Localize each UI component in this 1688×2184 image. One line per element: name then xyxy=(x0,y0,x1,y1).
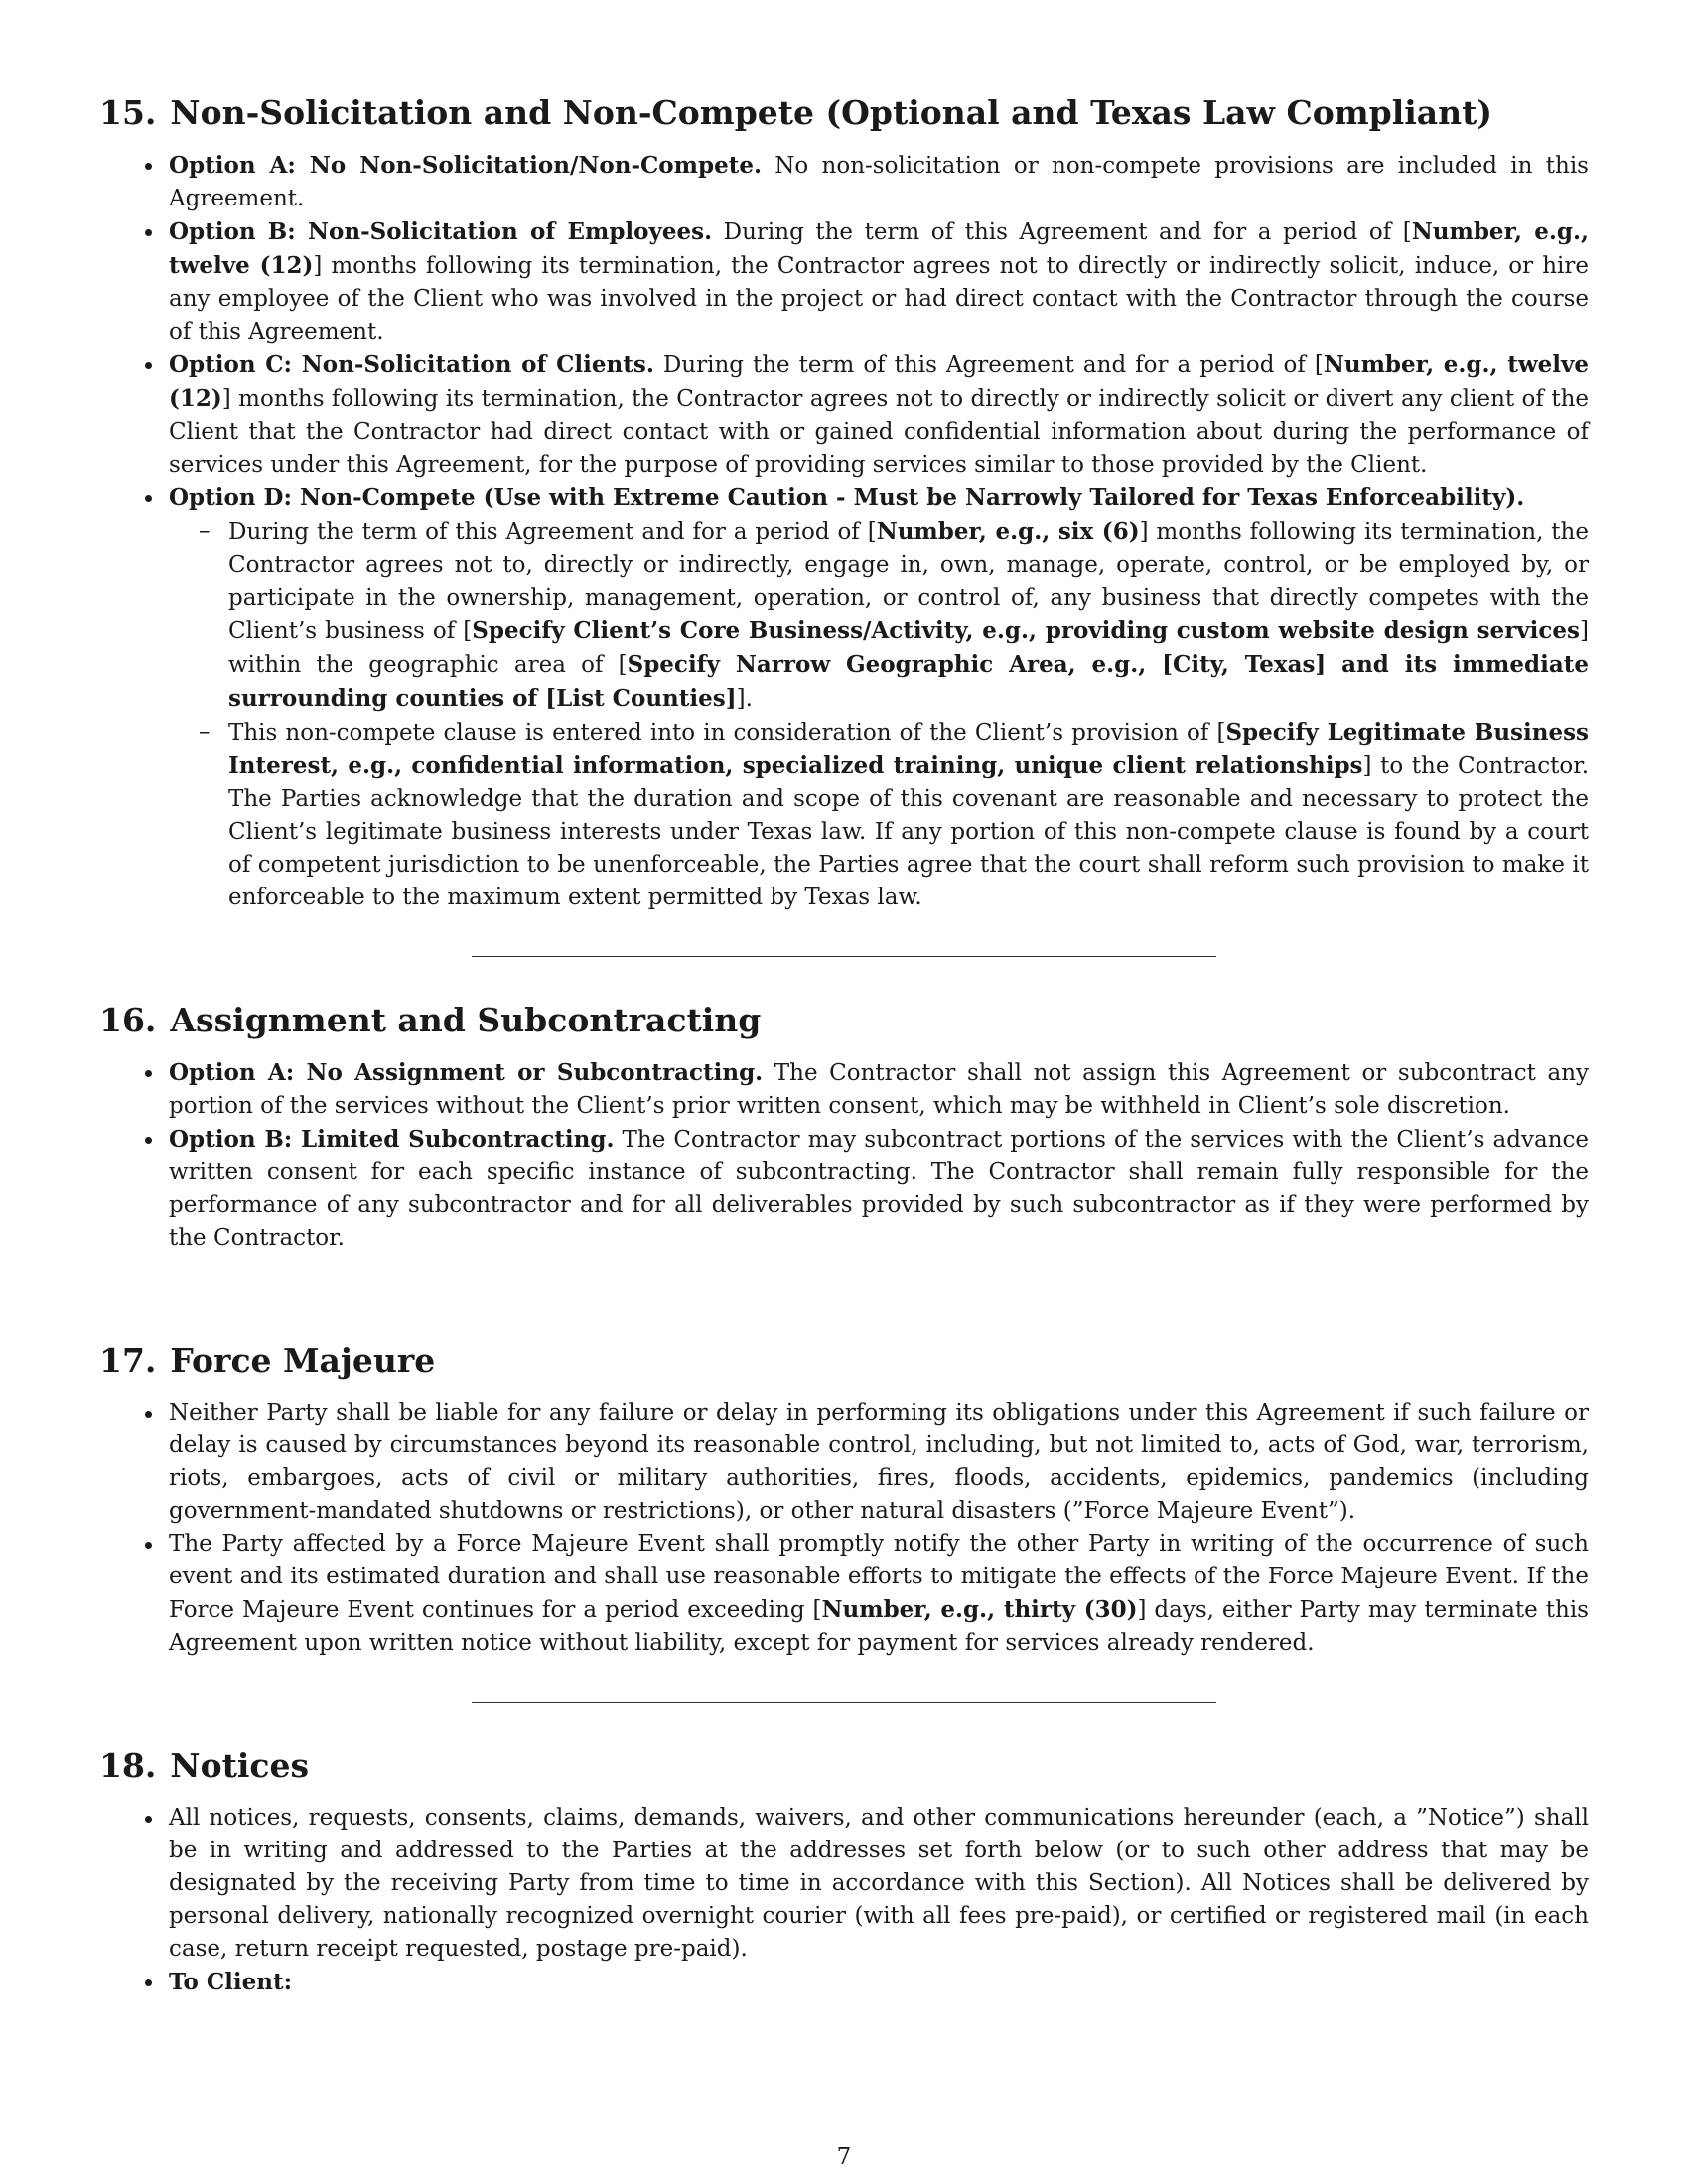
placeholder-field: Number, e.g., thirty (30) xyxy=(821,1596,1138,1623)
page-number: 7 xyxy=(836,2144,852,2170)
section-16 xyxy=(99,999,1589,1255)
section-17 xyxy=(99,1339,1589,1660)
section-17-items xyxy=(99,1397,1589,1660)
section-15-heading: 15. Non-Solicitation and Non-Compete (Optional and Texas Law Compliant) xyxy=(99,93,1493,132)
option-b-item: Option B: Limited Subcontracting. The Contractor may subcontract portions of the services with the Client’s advance written consent for each specific instance of subcontracting. The Contractor shall remain fully responsible for the performance of any subcontractor and for all deliverables provided by such subcontractor as if they were performed by the Contractor. xyxy=(169,1123,1589,1255)
list-item: Neither Party shall be liable for any failure or delay in performing its obligations under this Agreement if such failure or delay is caused by circumstances beyond its reasonable control, including, but not limited to, acts of God, war, terrorism, riots, embargoes, acts of civil or military authorities, fires, floods, accidents, epidemics, pandemics (including government-mandated shutdowns or restrictions), or other natural disasters (”Force Majeure Event”). xyxy=(169,1397,1589,1528)
section-15-options xyxy=(99,149,1589,914)
section-divider xyxy=(472,1702,1216,1703)
placeholder-field: Number, e.g., twelve (12) xyxy=(169,351,1590,412)
placeholder-field: Number, e.g., twelve (12) xyxy=(169,218,1590,279)
sub-item: – During the term of this Agreement and for a period of [Number, e.g., six (6)] months following its termination, the Contractor agrees not to, directly or indirectly, engage in, own, manage, operate, control, or be employed by, or participate in the ownership, management, operation, or control of, any business that directly competes with the Client’s business of [Specify Client’s Core Business/Activity, e.g., providing custom website design services] within the geographic area of [Specify Narrow Geographic Area, e.g., [City, Texas] and its immediate surrounding counties of [List Counties]]. xyxy=(228,515,1589,716)
list-item: All notices, requests, consents, claims, demands, waivers, and other communications hereunder (each, a ”Notice”) shall be in writing and addressed to the Parties at the addresses set forth below (or to such other address that may be designated by the receiving Party from time to time in accordance with this Section). All Notices shall be delivered by personal delivery, nationally recognized overnight courier (with all fees pre-paid), or certified or registered mail (in each case, return receipt requested, postage pre-paid). xyxy=(169,1802,1589,1966)
list-item: The Party affected by a Force Majeure Event shall promptly notify the other Party in writing of the occurrence of such event and its estimated duration and shall use reasonable efforts to mitigate the effects of the Force Majeure Event. If the Force Majeure Event continues for a period exceeding [Number, e.g., thirty (30)] days, either Party may terminate this Agreement upon written notice without liability, except for payment for services already rendered. xyxy=(169,1528,1589,1660)
section-17-heading: 17. Force Majeure xyxy=(99,1341,436,1380)
section-18-items xyxy=(99,1802,1589,1999)
option-a-item: Option A: No Non-Solicitation/Non-Compete. No non-solicitation or non-compete provisions are included in this Agreement. xyxy=(169,149,1589,215)
option-d-item: Option D: Non-Compete (Use with Extreme Caution - Must be Narrowly Tailored for Texas Enforceability). – During the term of this Agreement and for a period of [Number, e.g., six (6)] months following its termination, the Contractor agrees not to, directly or indirectly, engage in, own, manage, operate, control, or be employed by, or participate in the ownership, management, operation, or control of, any business that directly competes with the Client’s business of [Specify Client’s Core Business/Activity, e.g., providing custom website design services] within the geographic area of [Specify Narrow Geographic Area, e.g., [City, Texas] and its immediate surrounding counties of [List Counties]]. – This non-compete clause is entered into in consideration of the Client’s provision of [Specify Legitimate Business Interest, e.g., confidential information, specialized training, unique client relationships] to the Contractor. The Parties acknowledge that the duration and scope of this covenant are reasonable and necessary to protect the Client’s legitimate business interests under Texas law. If any portion of this non-compete clause is found by a court of competent jurisdiction to be unenforceable, the Parties agree that the court shall reform such provision to make it enforceable to the maximum extent permitted by Texas law. xyxy=(169,481,1589,914)
section-divider xyxy=(472,956,1216,957)
list-item xyxy=(169,1966,1589,1999)
placeholder-field: Specify Narrow Geographic Area, e.g., [City, Texas] and its immediate surrounding counties of [List Counties] xyxy=(228,651,1589,712)
section-15 xyxy=(99,91,1589,914)
option-a-item: Option A: No Assignment or Subcontracting. The Contractor shall not assign this Agreement or subcontract any portion of the services without the Client’s prior written consent, which may be withheld in Client’s sole discretion. xyxy=(169,1056,1589,1123)
option-c-item: Option C: Non-Solicitation of Clients. During the term of this Agreement and for a period of [Number, e.g., twelve (12)] months following its termination, the Contractor agrees not to directly or indirectly solicit or divert any client of the Client that the Contractor had direct contact with or gained confidential information about during the performance of services under this Agreement, for the purpose of providing services similar to those provided by the Client. xyxy=(169,348,1589,481)
section-18-heading: 18. Notices xyxy=(99,1746,310,1785)
option-d-subitems xyxy=(169,515,1589,914)
placeholder-field: Specify Client’s Core Business/Activity, e.g., providing custom website design services xyxy=(472,617,1580,644)
section-16-heading: 16. Assignment and Subcontracting xyxy=(99,1001,762,1039)
section-18 xyxy=(99,1744,1589,1999)
placeholder-field: Specify Legitimate Business Interest, e.g., confidential information, specialized training, unique client relationships xyxy=(228,719,1589,779)
sub-item: – This non-compete clause is entered into in consideration of the Client’s provision of [Specify Legitimate Business Interest, e.g., confidential information, specialized training, unique client relationships] to the Contractor. The Parties acknowledge that the duration and scope of this covenant are reasonable and necessary to protect the Client’s legitimate business interests under Texas law. If any portion of this non-compete clause is found by a court of competent jurisdiction to be unenforceable, the Parties agree that the court shall reform such provision to make it enforceable to the maximum extent permitted by Texas law. xyxy=(228,716,1589,914)
placeholder-field: Number, e.g., six (6) xyxy=(876,518,1140,545)
section-16-options xyxy=(99,1056,1589,1255)
to-client-label: To Client: xyxy=(169,1969,293,1995)
option-b-item: Option B: Non-Solicitation of Employees. During the term of this Agreement and for a period of [Number, e.g., twelve (12)] months following its termination, the Contractor agrees not to directly or indirectly solicit, induce, or hire any employee of the Client who was involved in the project or had direct contact with the Contractor through the course of this Agreement. xyxy=(169,215,1589,348)
